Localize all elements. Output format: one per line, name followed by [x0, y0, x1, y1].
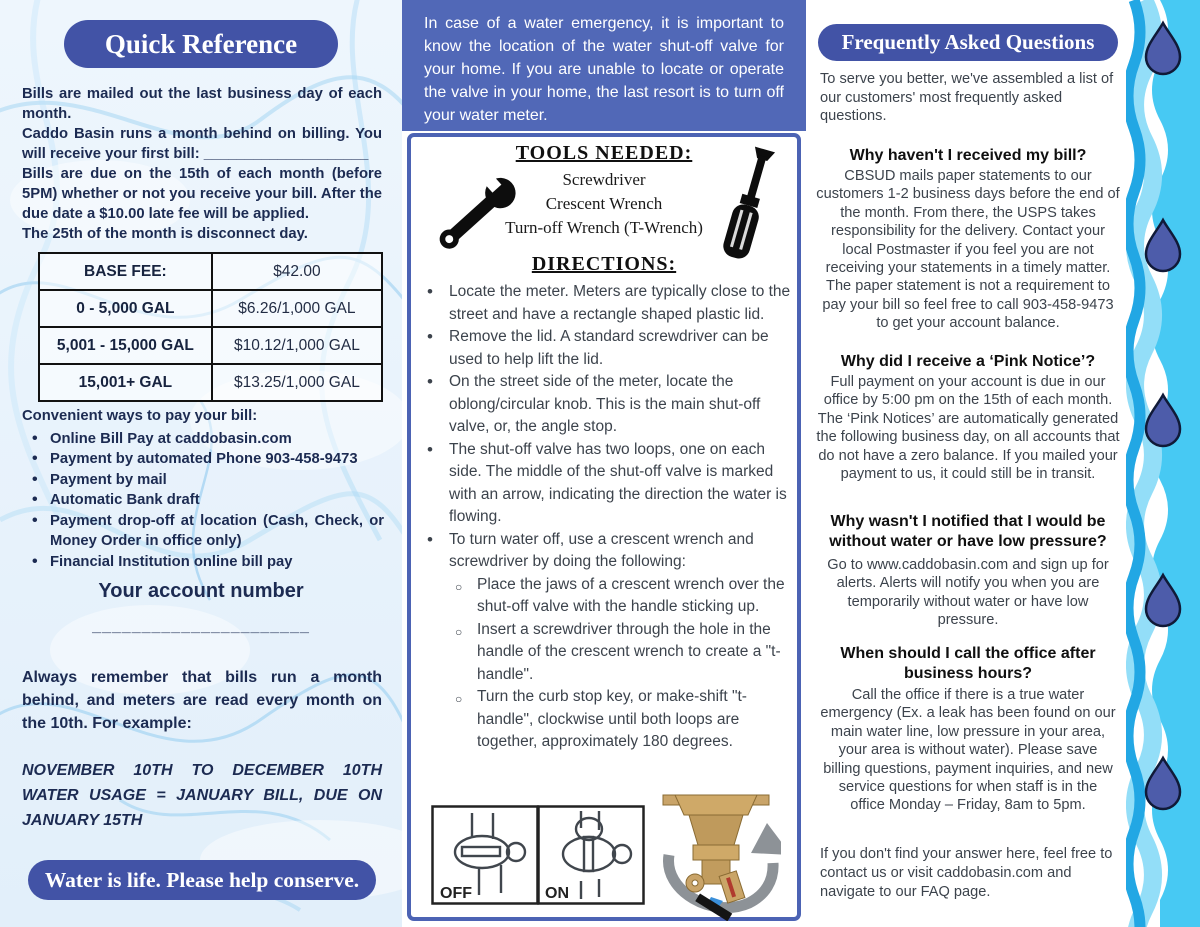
list-item: • Financial Institution online bill pay [22, 552, 384, 573]
payment-options [22, 406, 384, 572]
valve-figures [431, 797, 789, 923]
table-row [39, 290, 382, 327]
faq-question: Why wasn't I notified that I would be without water or have low pressure? [829, 513, 1107, 550]
billing-paragraph: Caddo Basin runs a month behind on billing. You will receive your first bill: ____________________ [22, 126, 382, 162]
rate-label: BASE FEE: [39, 253, 212, 290]
billing-intro [22, 84, 382, 244]
direction-step: • To turn water off, use a crescent wrench and screwdriver by doing the following: [411, 529, 793, 574]
quick-reference-title: Quick Reference [64, 20, 338, 68]
faq-answer: Call the office if there is a true water emergency (Ex. a leak has been found on our main water line, low pressure in your area, your area is without water). Please save billing questions, payment inquiries, and new service questions for when staff is in the office Monday – Friday, 8am to 5pm. [820, 687, 1116, 814]
direction-step: • Locate the meter. Meters are typically close to the street and have a rectangle shaped plastic lid. [411, 281, 793, 326]
table-row [39, 253, 382, 290]
faq-answer: Full payment on your account is due in our office by 5:00 pm on the 15th of each month. The ‘Pink Notices’ are automatically generated the following business day, on all accounts that do not have a zero balance. If you mailed your payment to us, it could still be in transit. [816, 374, 1120, 483]
payment-options-list [22, 429, 384, 573]
tool-item: Crescent Wrench [545, 194, 663, 213]
direction-step: • Remove the lid. A standard screwdriver can be used to help lift the lid. [411, 326, 793, 371]
rate-label: 15,001+ GAL [39, 364, 212, 401]
billing-reminder: Always remember that bills run a month behind, and meters are read every month on the 10th. For example: [22, 669, 382, 732]
rate-value: $10.12/1,000 GAL [212, 327, 382, 364]
directions-heading: DIRECTIONS: [531, 253, 677, 275]
direction-substep: ○ Turn the curb stop key, or make-shift "t-handle", clockwise until both loops are together, approximately 180 degrees. [411, 686, 793, 754]
account-number-blank: ______________________ [92, 618, 310, 635]
rate-label: 5,001 - 15,000 GAL [39, 327, 212, 364]
faq-question: Why did I receive a ‘Pink Notice’? [840, 353, 1096, 370]
account-number-heading: Your account number [98, 580, 304, 602]
faq-intro: To serve you better, we've assembled a list of our customers' most frequently asked questions. [820, 71, 1114, 125]
list-item: • Payment by automated Phone 903-458-9473 [22, 449, 384, 470]
valve-off-on-diagram [431, 805, 645, 910]
billing-example: NOVEMBER 10TH TO DECEMBER 10TH WATER USAGE = JANUARY BILL, DUE ON JANUARY 15TH [22, 762, 382, 829]
conserve-banner: Water is life. Please help conserve. [28, 860, 376, 900]
faq-question: When should I call the office after business hours? [840, 645, 1096, 682]
list-item: • Automatic Bank draft [22, 490, 384, 511]
direction-substep: ○ Insert a screwdriver through the hole in the handle of the crescent wrench to create a "t-handle". [411, 619, 793, 687]
faq-answer: Go to www.caddobasin.com and sign up for alerts. Alerts will notify you when you are temporarily without water or have low pressure. [827, 557, 1109, 629]
billing-paragraph: Bills are mailed out the last business day of each month. [22, 86, 382, 122]
direction-step: • On the street side of the meter, locate the oblong/circular knob. This is the main shut-off valve, or, the angle stop. [411, 371, 793, 439]
faq-question: Why haven't I received my bill? [849, 147, 1087, 164]
list-item: • Online Bill Pay at caddobasin.com [22, 429, 384, 450]
tools-list [411, 168, 797, 240]
faq-panel [806, 0, 1132, 927]
water-wave-band [1126, 0, 1200, 927]
shutoff-instructions-panel [402, 0, 806, 927]
payment-options-heading: Convenient ways to pay your bill: [22, 408, 258, 424]
list-item: • Payment drop-off at location (Cash, Check, or Money Order in office only) [22, 511, 384, 552]
directions-list [411, 281, 793, 754]
valve-photo [655, 791, 781, 926]
rate-value: $6.26/1,000 GAL [212, 290, 382, 327]
billing-paragraph: The 25th of the month is disconnect day. [22, 226, 308, 242]
tools-needed-heading: TOOLS NEEDED: [515, 142, 693, 164]
table-row [39, 327, 382, 364]
list-item: • Payment by mail [22, 470, 384, 491]
on-label: ON [545, 885, 569, 902]
faq-outro: If you don't find your answer here, feel free to contact us or visit caddobasin.com and navigate to our FAQ page. [820, 846, 1113, 900]
direction-step: • The shut-off valve has two loops, one on each side. The middle of the shut-off valve is marked with an arrow, indicating the direction the water is flowing. [411, 439, 793, 529]
emergency-intro: In case of a water emergency, it is important to know the location of the water shut-off valve for your home. If you are unable to locate or operate the valve in your home, the last resort is to turn off your water meter. [402, 0, 806, 131]
tool-item: Screwdriver [562, 170, 646, 189]
off-label: OFF [440, 885, 472, 902]
faq-title: Frequently Asked Questions [818, 24, 1118, 61]
rate-table [38, 252, 383, 402]
faq-answer: CBSUD mails paper statements to our customers 1-2 business days before the end of the month. From there, the USPS takes responsibility for the delivery. Contact your local Postmaster if you feel you are not receiving your statements in a timely matter. The paper statement is not a requirement to pay your bill so feel free to call 903-458-9473 to get your account balance. [816, 168, 1120, 332]
quick-reference-panel [0, 0, 402, 927]
tool-item: Turn-off Wrench (T-Wrench) [505, 218, 703, 237]
rate-value: $13.25/1,000 GAL [212, 364, 382, 401]
rate-value: $42.00 [212, 253, 382, 290]
billing-paragraph: Bills are due on the 15th of each month (before 5PM) whether or not you receive your bill. After the due date a $10.00 late fee will be applied. [22, 166, 382, 222]
rate-label: 0 - 5,000 GAL [39, 290, 212, 327]
instructions-box [407, 133, 801, 921]
table-row [39, 364, 382, 401]
direction-substep: ○ Place the jaws of a crescent wrench over the shut-off valve with the handle sticking up. [411, 574, 793, 619]
